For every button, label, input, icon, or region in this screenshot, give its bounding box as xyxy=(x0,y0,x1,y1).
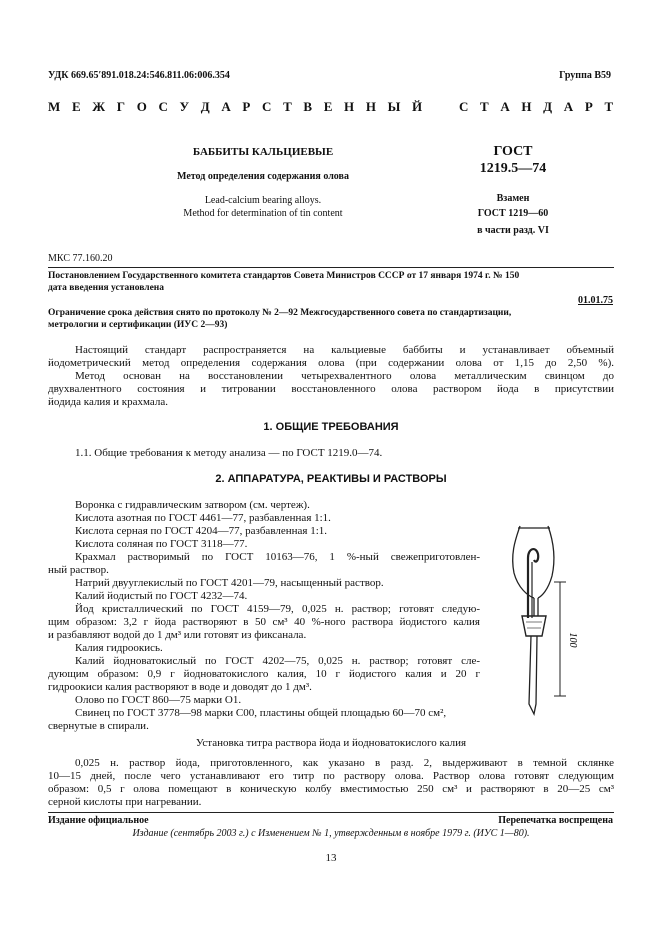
funnel-outline xyxy=(513,526,554,714)
reagent-line: свернутые в спирали. xyxy=(48,720,149,732)
gost-label: ГОСТ xyxy=(493,144,533,159)
footer-divider xyxy=(48,812,614,813)
reprint-notice: Перепечатка воспрещена xyxy=(498,815,613,826)
english-title-line-1: Lead-calcium bearing alloys. xyxy=(204,195,322,206)
reagent-line: Кислота азотная по ГОСТ 4461—77, разбавленная 1:1. xyxy=(75,512,331,524)
intro-line: двухвалентного состояния и титровании восстановленного олова раствором йода в присутствии xyxy=(48,383,614,395)
reagent-line: Крахмал растворимый по ГОСТ 10163—76, 1 %-ный свежеприготовлен- xyxy=(75,551,480,563)
clause-1-1: 1.1. Общие требования к методу анализа — по ГОСТ 1219.0—74. xyxy=(75,447,383,459)
intro-line: йодометрический метод определения содержания олова (при содержании олова от 1,15 до 2,50 %). xyxy=(48,357,614,369)
intro-line: йодида калия и крахмала. xyxy=(48,396,168,408)
dimension-label: 100 xyxy=(567,632,578,648)
reagent-line: Воронка с гидравлическим затвором (см. чертеж). xyxy=(75,499,310,511)
section-heading-apparatus: 2. АППАРАТУРА, РЕАКТИВЫ И РАСТВОРЫ xyxy=(215,473,447,485)
english-title-line-2: Method for determination of tin content xyxy=(183,208,343,219)
reagent-line: и разбавляют водой до 1 дм³ или готовят из фиксанала. xyxy=(48,629,307,641)
titer-heading: Установка титра раствора йода и йодноватокислого калия xyxy=(195,737,467,749)
reagent-line: ный раствор. xyxy=(48,564,109,576)
titer-line: образом: 0,5 г олова помещают в коническую колбу вместимостью 250 см³ и растворяют в 20—25 см³ xyxy=(48,783,614,795)
banner-word: М Е Ж Г О С У Д А Р С Т В Е Н Н Ы Й С Т А Н Д А Р Т xyxy=(48,99,614,114)
restriction-line-2: метрологии и сертификации (ИУС 2—93) xyxy=(48,320,228,330)
reagent-line: Олово по ГОСТ 860—75 марки О1. xyxy=(75,694,242,706)
reagent-line: щим образом: 3,2 г йода растворяют в 50 см³ 40 %-ного раствора йодистого калия xyxy=(48,616,480,628)
udk-code: УДК 669.65′891.018.24:546.811.06:006.354 xyxy=(48,70,230,81)
introduction-date: 01.01.75 xyxy=(578,295,613,306)
reagent-line: Калий йодноватокислый по ГОСТ 4202—75, 0,025 н. раствор; готовят сле- xyxy=(75,655,480,667)
replaces-label: Взамен xyxy=(496,193,530,204)
section-heading-general: 1. ОБЩИЕ ТРЕБОВАНИЯ xyxy=(263,421,399,433)
standard-banner xyxy=(48,99,614,115)
titer-line: 0,025 н. раствор йода, приготовленного, как указано в разд. 2, выдерживают в темной склянке xyxy=(75,757,614,769)
reagent-line: Калия гидроокись. xyxy=(75,642,163,654)
edition-note: Издание (сентябрь 2003 г.) с Изменением № 1, утвержденным в ноябре 1979 г. (ИУС 1—80). xyxy=(132,828,530,839)
document-subtitle: Метод определения содержания олова xyxy=(177,171,349,182)
gost-number: 1219.5—74 xyxy=(479,161,547,176)
funnel-drawing xyxy=(498,518,588,723)
header-divider xyxy=(48,267,614,268)
intro-line: Настоящий стандарт распространяется на кальциевые баббиты и устанавливает объемный xyxy=(75,344,614,356)
replaces-part: в части разд. VI xyxy=(477,225,549,236)
official-edition: Издание официальное xyxy=(48,815,149,826)
reagent-line: Кислота серная по ГОСТ 4204—77, разбавленная 1:1. xyxy=(75,525,328,537)
replaces-number: ГОСТ 1219—60 xyxy=(477,208,549,219)
dimension-line xyxy=(554,582,566,696)
titer-line: серной кислоты при нагревании. xyxy=(48,796,202,808)
mks-code: МКС 77.160.20 xyxy=(48,253,113,264)
reagent-line: Натрий двууглекислый по ГОСТ 4201—79, насыщенный раствор. xyxy=(75,577,384,589)
reagent-line: дующим образом: 0,9 г йодноватокислого калия, 10 г йодистого калия и 20 г xyxy=(48,668,480,680)
decree-line-2: дата введения установлена xyxy=(48,283,165,293)
group-code: Группа В59 xyxy=(559,70,611,81)
reagent-line: гидроокиси калия растворяют в воде и доводят до 1 дм³. xyxy=(48,681,312,693)
decree-line-1: Постановлением Государственного комитета стандартов Совета Министров СССР от 17 января 1974 г. № 150 xyxy=(48,271,520,281)
reagent-line: Кислота соляная по ГОСТ 3118—77. xyxy=(75,538,248,550)
reagent-line: Калий йодистый по ГОСТ 4232—74. xyxy=(75,590,248,602)
intro-line: Метод основан на восстановлении четырехвалентного олова металлическим свинцом до xyxy=(75,370,614,382)
document-title: БАББИТЫ КАЛЬЦИЕВЫЕ xyxy=(192,146,334,158)
reagent-line: Свинец по ГОСТ 3778—98 марки С00, пластины общей площадью 60—70 см², xyxy=(75,707,447,719)
titer-line: 10—15 дней, после чего устанавливают его титр по раствору олова. Раствор олова готовят следующим xyxy=(48,770,614,782)
reagent-line: Йод кристаллический по ГОСТ 4159—79, 0,025 н. раствор; готовят следую- xyxy=(75,603,480,615)
restriction-line-1: Ограничение срока действия снято по протоколу № 2—92 Межгосударственного совета по стандартизации, xyxy=(48,308,512,318)
page-number: 13 xyxy=(325,852,337,864)
